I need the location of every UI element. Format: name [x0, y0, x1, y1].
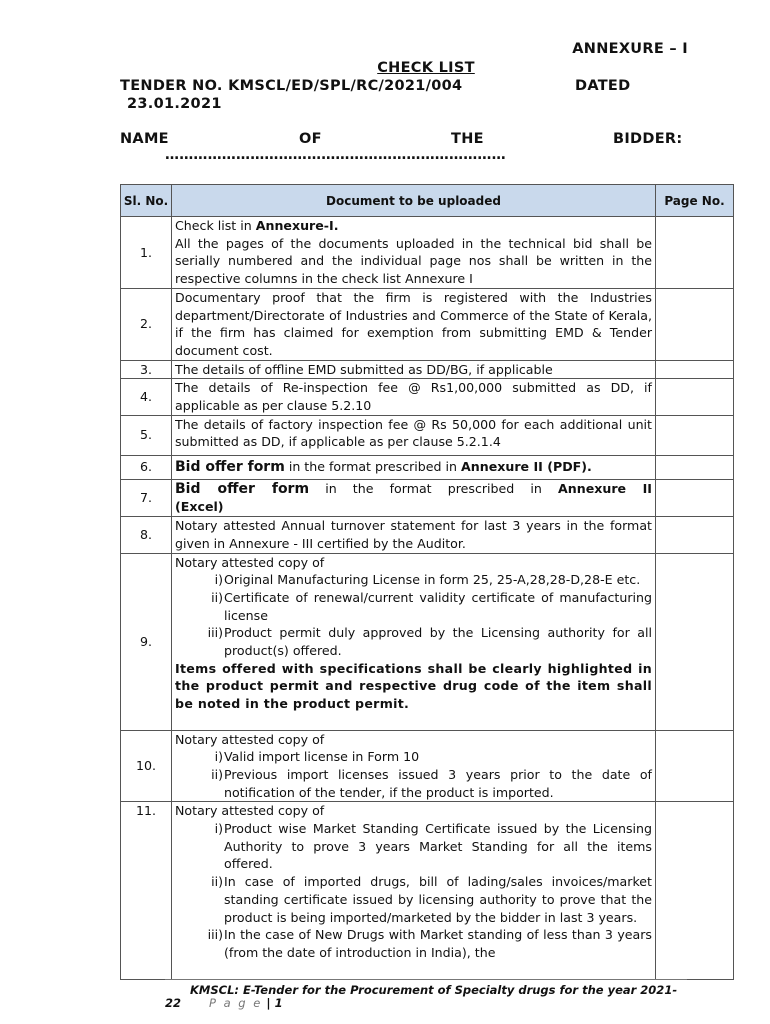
list-item [175, 766, 652, 801]
page-no-cell[interactable] [656, 479, 734, 516]
list-item-text: Previous import licenses issued 3 years prior to the date of notification of the tender, if the product is imported. [224, 766, 652, 800]
list-item-text: In case of imported drugs, bill of lading/sales invoices/market standing certificate issued by licensing authority to prove that the product is being imported/marketed by the bidder in last 3 years. [224, 874, 652, 925]
col-header-page: Page No. [656, 185, 734, 217]
row-number: 2. [121, 288, 172, 360]
table-row [121, 479, 734, 516]
table-row [121, 415, 734, 455]
table-row [121, 288, 734, 360]
row-document [172, 802, 656, 980]
doc-text: Check list in [175, 218, 256, 233]
page-no-cell[interactable] [656, 517, 734, 553]
doc-text: All the pages of the documents uploaded in the technical bid shall be serially numbered and the individual page nos shall be written in the respective columns in the check list Annexure I [175, 235, 652, 287]
row-number: 9. [121, 553, 172, 730]
doc-text: Notary attested copy of [175, 731, 325, 747]
row-document [172, 217, 656, 289]
doc-text: The details of factory inspection fee @ Rs 50,000 for each additional unit submitted as DD, if applicable as per clause 5.2.1.4 [175, 416, 652, 450]
page-no-cell[interactable] [656, 379, 734, 415]
doc-text: The details of offline EMD submitted as DD/BG, if applicable [172, 360, 656, 379]
sub-list [175, 820, 652, 962]
page-no-cell[interactable] [656, 415, 734, 455]
list-marker: ii) [211, 589, 223, 605]
list-item [175, 820, 652, 873]
list-item-text: In the case of New Drugs with Market standing of less than 3 years (from the date of introduction in India), the [224, 927, 652, 960]
list-item-text: Original Manufacturing License in form 25, 25-A,28,28-D,28-E etc. [224, 572, 641, 588]
list-marker: iii) [207, 927, 223, 943]
row-number: 5. [121, 415, 172, 455]
tender-number: TENDER NO. KMSCL/ED/SPL/RC/2021/004 [120, 78, 463, 94]
table-row [121, 379, 734, 415]
name-word: OF [299, 131, 322, 147]
row-number: 11. [121, 802, 172, 980]
table-row [121, 730, 734, 802]
name-word: THE [451, 131, 484, 147]
footer-divider [165, 979, 687, 980]
page-no-cell[interactable] [656, 455, 734, 479]
doc-text: in the format prescribed in [284, 458, 462, 474]
list-marker: ii) [211, 766, 223, 782]
footer-page [165, 996, 283, 1010]
page-no-cell[interactable] [656, 730, 734, 802]
page-no-cell[interactable] [656, 217, 734, 289]
table-row [121, 517, 734, 553]
doc-text-bold: Annexure II (PDF). [461, 458, 592, 474]
list-item-text: Product wise Market Standing Certificate issued by the Licensing Authority to prove 3 years Market Standing for all the items offered. [224, 821, 652, 872]
table-row [121, 455, 734, 479]
list-item-text: Product permit duly approved by the Licensing authority for all product(s) offered. [224, 625, 652, 659]
row-number: 1. [121, 217, 172, 289]
page-no-cell[interactable] [656, 360, 734, 379]
annexure-label: ANNEXURE – I [572, 41, 688, 57]
col-header-document: Document to be uploaded [172, 185, 656, 217]
list-marker: i) [214, 572, 223, 588]
list-item-text: Valid import license in Form 10 [224, 749, 420, 765]
doc-text: Notary attested copy of [175, 803, 325, 819]
table-row [121, 217, 734, 289]
page-no-cell[interactable] [656, 802, 734, 980]
page-no-cell[interactable] [656, 288, 734, 360]
doc-text-bold: Annexure-I. [255, 218, 339, 233]
dated-label: DATED [575, 78, 631, 94]
row-number: 3. [121, 360, 172, 379]
list-marker: i) [214, 749, 223, 765]
table-row [121, 360, 734, 379]
row-document [172, 455, 656, 479]
row-number: 10. [121, 730, 172, 802]
list-item [175, 748, 652, 766]
page-no-cell[interactable] [656, 553, 734, 730]
name-word: NAME [120, 131, 169, 147]
row-document [172, 479, 656, 516]
doc-text: Notary attested Annual turnover statement for last 3 years in the format given in Annexure - III certified by the Auditor. [172, 517, 656, 553]
list-item [175, 873, 652, 926]
list-item [175, 926, 652, 961]
tender-date: 23.01.2021 [127, 96, 222, 112]
checklist-table [120, 184, 734, 980]
bidder-name-blank: ……………………………………………………………… [165, 147, 506, 163]
row-number: 4. [121, 379, 172, 415]
row-document [172, 415, 656, 455]
list-item [175, 624, 652, 659]
row-number: 6. [121, 455, 172, 479]
doc-text: The details of Re-inspection fee @ Rs1,00,000 submitted as DD, if applicable as per clause 5.2.10 [172, 379, 656, 415]
list-marker: iii) [207, 625, 223, 641]
list-marker: ii) [211, 874, 223, 890]
row-document [172, 730, 656, 802]
list-marker: i) [214, 821, 223, 837]
list-item-text: Certificate of renewal/current validity certificate of manufacturing license [224, 589, 652, 623]
doc-text-bold: Bid offer form [175, 458, 285, 475]
list-item [175, 571, 652, 589]
table-row [121, 553, 734, 730]
sub-list [175, 571, 652, 660]
footer-page-number: | 1 [266, 996, 283, 1010]
doc-text: Notary attested copy of [175, 554, 325, 570]
doc-text-bold: (Excel) [175, 499, 224, 515]
col-header-sl: Sl. No. [121, 185, 172, 217]
row-number: 7. [121, 479, 172, 516]
footer-page-label: P a g e [209, 996, 263, 1010]
page-title: CHECK LIST [377, 60, 475, 76]
sub-list [175, 748, 652, 801]
list-item [175, 589, 652, 624]
footer-text: KMSCL: E-Tender for the Procurement of Specialty drugs for the year 2021- [190, 983, 678, 997]
doc-text-bold: Annexure II [558, 480, 652, 496]
name-word: BIDDER: [613, 131, 683, 147]
table-header-row [121, 185, 734, 217]
footer-text: 22 [165, 996, 182, 1010]
doc-text-bold: Bid offer form [175, 480, 310, 497]
doc-text: in the format prescribed in [309, 480, 559, 496]
table-row [121, 802, 734, 980]
doc-note-bold: Items offered with specifications shall be clearly highlighted in the product permit and respective drug code of the item shall be noted in the product permit. [175, 660, 652, 712]
doc-text: Documentary proof that the firm is registered with the Industries department/Directorate of Industries and Commerce of the State of Kerala, if the firm has claimed for exemption from submitting EMD & Tender document cost. [172, 288, 656, 360]
row-number: 8. [121, 517, 172, 553]
row-document [172, 553, 656, 730]
